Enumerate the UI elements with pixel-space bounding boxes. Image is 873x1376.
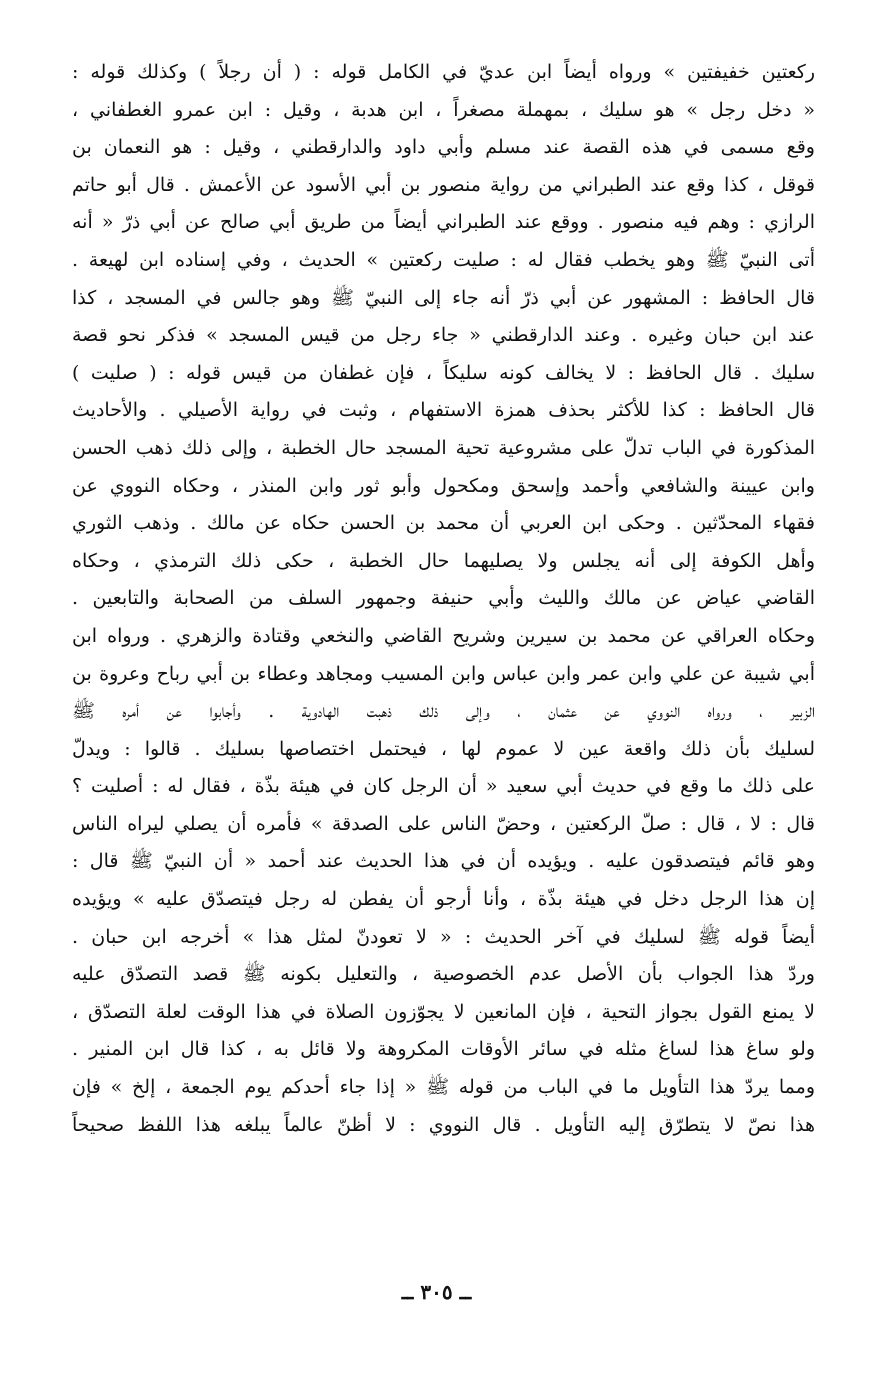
- text-line: سليك . قال الحافظ : لا يخالف كونه سليكاً ، فإن غطفان من قيس قوله : ( صليت ): [72, 361, 815, 384]
- text-line: فقهاء المحدّثين . وحكى ابن العربي أن محمد بن الحسن حكاه عن مالك . وذهب الثوري: [72, 512, 815, 535]
- text-line: ركعتين خفيفتين » ورواه أيضاً ابن عديّ في الكامل قوله : ( أن رجلاً ) وكذلك قوله :: [72, 61, 815, 83]
- text-line: إن هذا الرجل دخل في هيئة بذّة ، وأنا أرجو أن يفطن له رجل فيتصدّق عليه » ويؤيده: [72, 888, 815, 911]
- page-number: ــ ٣٠٥ ــ: [401, 1280, 472, 1304]
- text-line: قال : لا ، قال : صلّ الركعتين ، وحضّ الناس على الصدقة » فأمره أن يصلي ليراه الناس: [72, 812, 815, 835]
- text-line: « دخل رجل » هو سليك ، بمهملة مصغراً ، ابن هدبة ، وقيل : ابن عمرو الغطفاني ،: [72, 98, 815, 121]
- text-line: ولو ساغ هذا لساغ مثله في سائر الأوقات المكروهة ولا قائل به ، كذا قال ابن المنير .: [72, 1038, 815, 1061]
- text-line: قال الحافظ : المشهور عن أبي ذرّ أنه جاء إلى النبيّ ﷺ وهو جالس في المسجد ، كذا: [72, 286, 815, 309]
- page-body-text: [72, 54, 815, 1144]
- text-line: وهو قائم فيتصدقون عليه . ويؤيده أن في هذا الحديث عند أحمد « أن النبيّ ﷺ قال :: [72, 850, 815, 873]
- text-line: وابن عيينة والشافعي وأحمد وإسحق ومكحول وأبو ثور وابن المنذر ، وحكاه النووي عن: [72, 474, 815, 497]
- text-line: على ذلك ما وقع في حديث أبي سعيد « أن الرجل كان في هيئة بذّة ، فقال له : أصليت ؟: [72, 775, 815, 798]
- text-line: وحكاه العراقي عن محمد بن سيرين وشريح القاضي والنخعي وقتادة والزهري . ورواه ابن: [72, 624, 815, 647]
- text-line: وقع مسمى في هذه القصة عند مسلم وأبي داود والدارقطني ، وقيل : هو النعمان بن: [72, 136, 815, 159]
- text-line: قال الحافظ : كذا للأكثر بحذف همزة الاستفهام ، وثبت في رواية الأصيلي . والأحاديث: [72, 399, 815, 422]
- text-line: أتى النبيّ ﷺ وهو يخطب فقال له : صليت ركعتين » الحديث ، وفي إسناده ابن لهيعة .: [72, 248, 815, 271]
- text-line: هذا نصّ لا يتطرّق إليه التأويل . قال النووي : لا أظنّ عالماً يبلغه هذا اللفظ صحيحاً: [72, 1113, 815, 1136]
- text-line: المذكورة في الباب تدلّ على مشروعية تحية المسجد حال الخطبة ، وإلى ذلك ذهب الحسن: [72, 436, 815, 459]
- text-line: لا يمنع القول بجواز التحية ، فإن المانعين لا يجوّزون الصلاة في هذا الوقت لعلة التصدّق ،: [72, 1000, 815, 1023]
- text-line: الزبير ، ورواه النووي عن عثمان ، وإلى ذلك ذهبت الهادوية . وأجابوا عن أمره ﷺ: [72, 700, 815, 723]
- text-line: عند ابن حبان وغيره . وعند الدارقطني « جاء رجل من قيس المسجد » فذكر نحو قصة: [72, 324, 815, 347]
- text-line: أيضاً قوله ﷺ لسليك في آخر الحديث : « لا تعودنّ لمثل هذا » أخرجه ابن حبان .: [72, 925, 815, 948]
- text-line: ومما يردّ هذا التأويل ما في الباب من قوله ﷺ « إذا جاء أحدكم يوم الجمعة ، إلخ » فإن: [72, 1076, 815, 1099]
- text-line: قوقل ، كذا وقع عند الطبراني من رواية منصور بن أبي الأسود عن الأعمش . قال أبو حاتم: [72, 173, 815, 196]
- text-line: القاضي عياض عن مالك والليث وأبي حنيفة وجمهور السلف من الصحابة والتابعين .: [72, 587, 815, 610]
- text-line: أبي شيبة عن علي وابن عمر وابن عباس وابن المسيب ومجاهد وعطاء بن أبي رباح وعروة بن: [72, 662, 815, 685]
- text-line: الرازي : وهم فيه منصور . ووقع عند الطبراني أيضاً من طريق أبي صالح عن أبي ذرّ « أنه: [72, 211, 815, 234]
- text-line: وأهل الكوفة إلى أنه يجلس ولا يصليهما حال الخطبة ، حكى ذلك الترمذي ، وحكاه: [72, 549, 815, 572]
- text-line: لسليك بأن ذلك واقعة عين لا عموم لها ، فيحتمل اختصاصها بسليك . قالوا : ويدلّ: [72, 737, 815, 760]
- text-line: وردّ هذا الجواب بأن الأصل عدم الخصوصية ، والتعليل بكونه ﷺ قصد التصدّق عليه: [72, 963, 815, 986]
